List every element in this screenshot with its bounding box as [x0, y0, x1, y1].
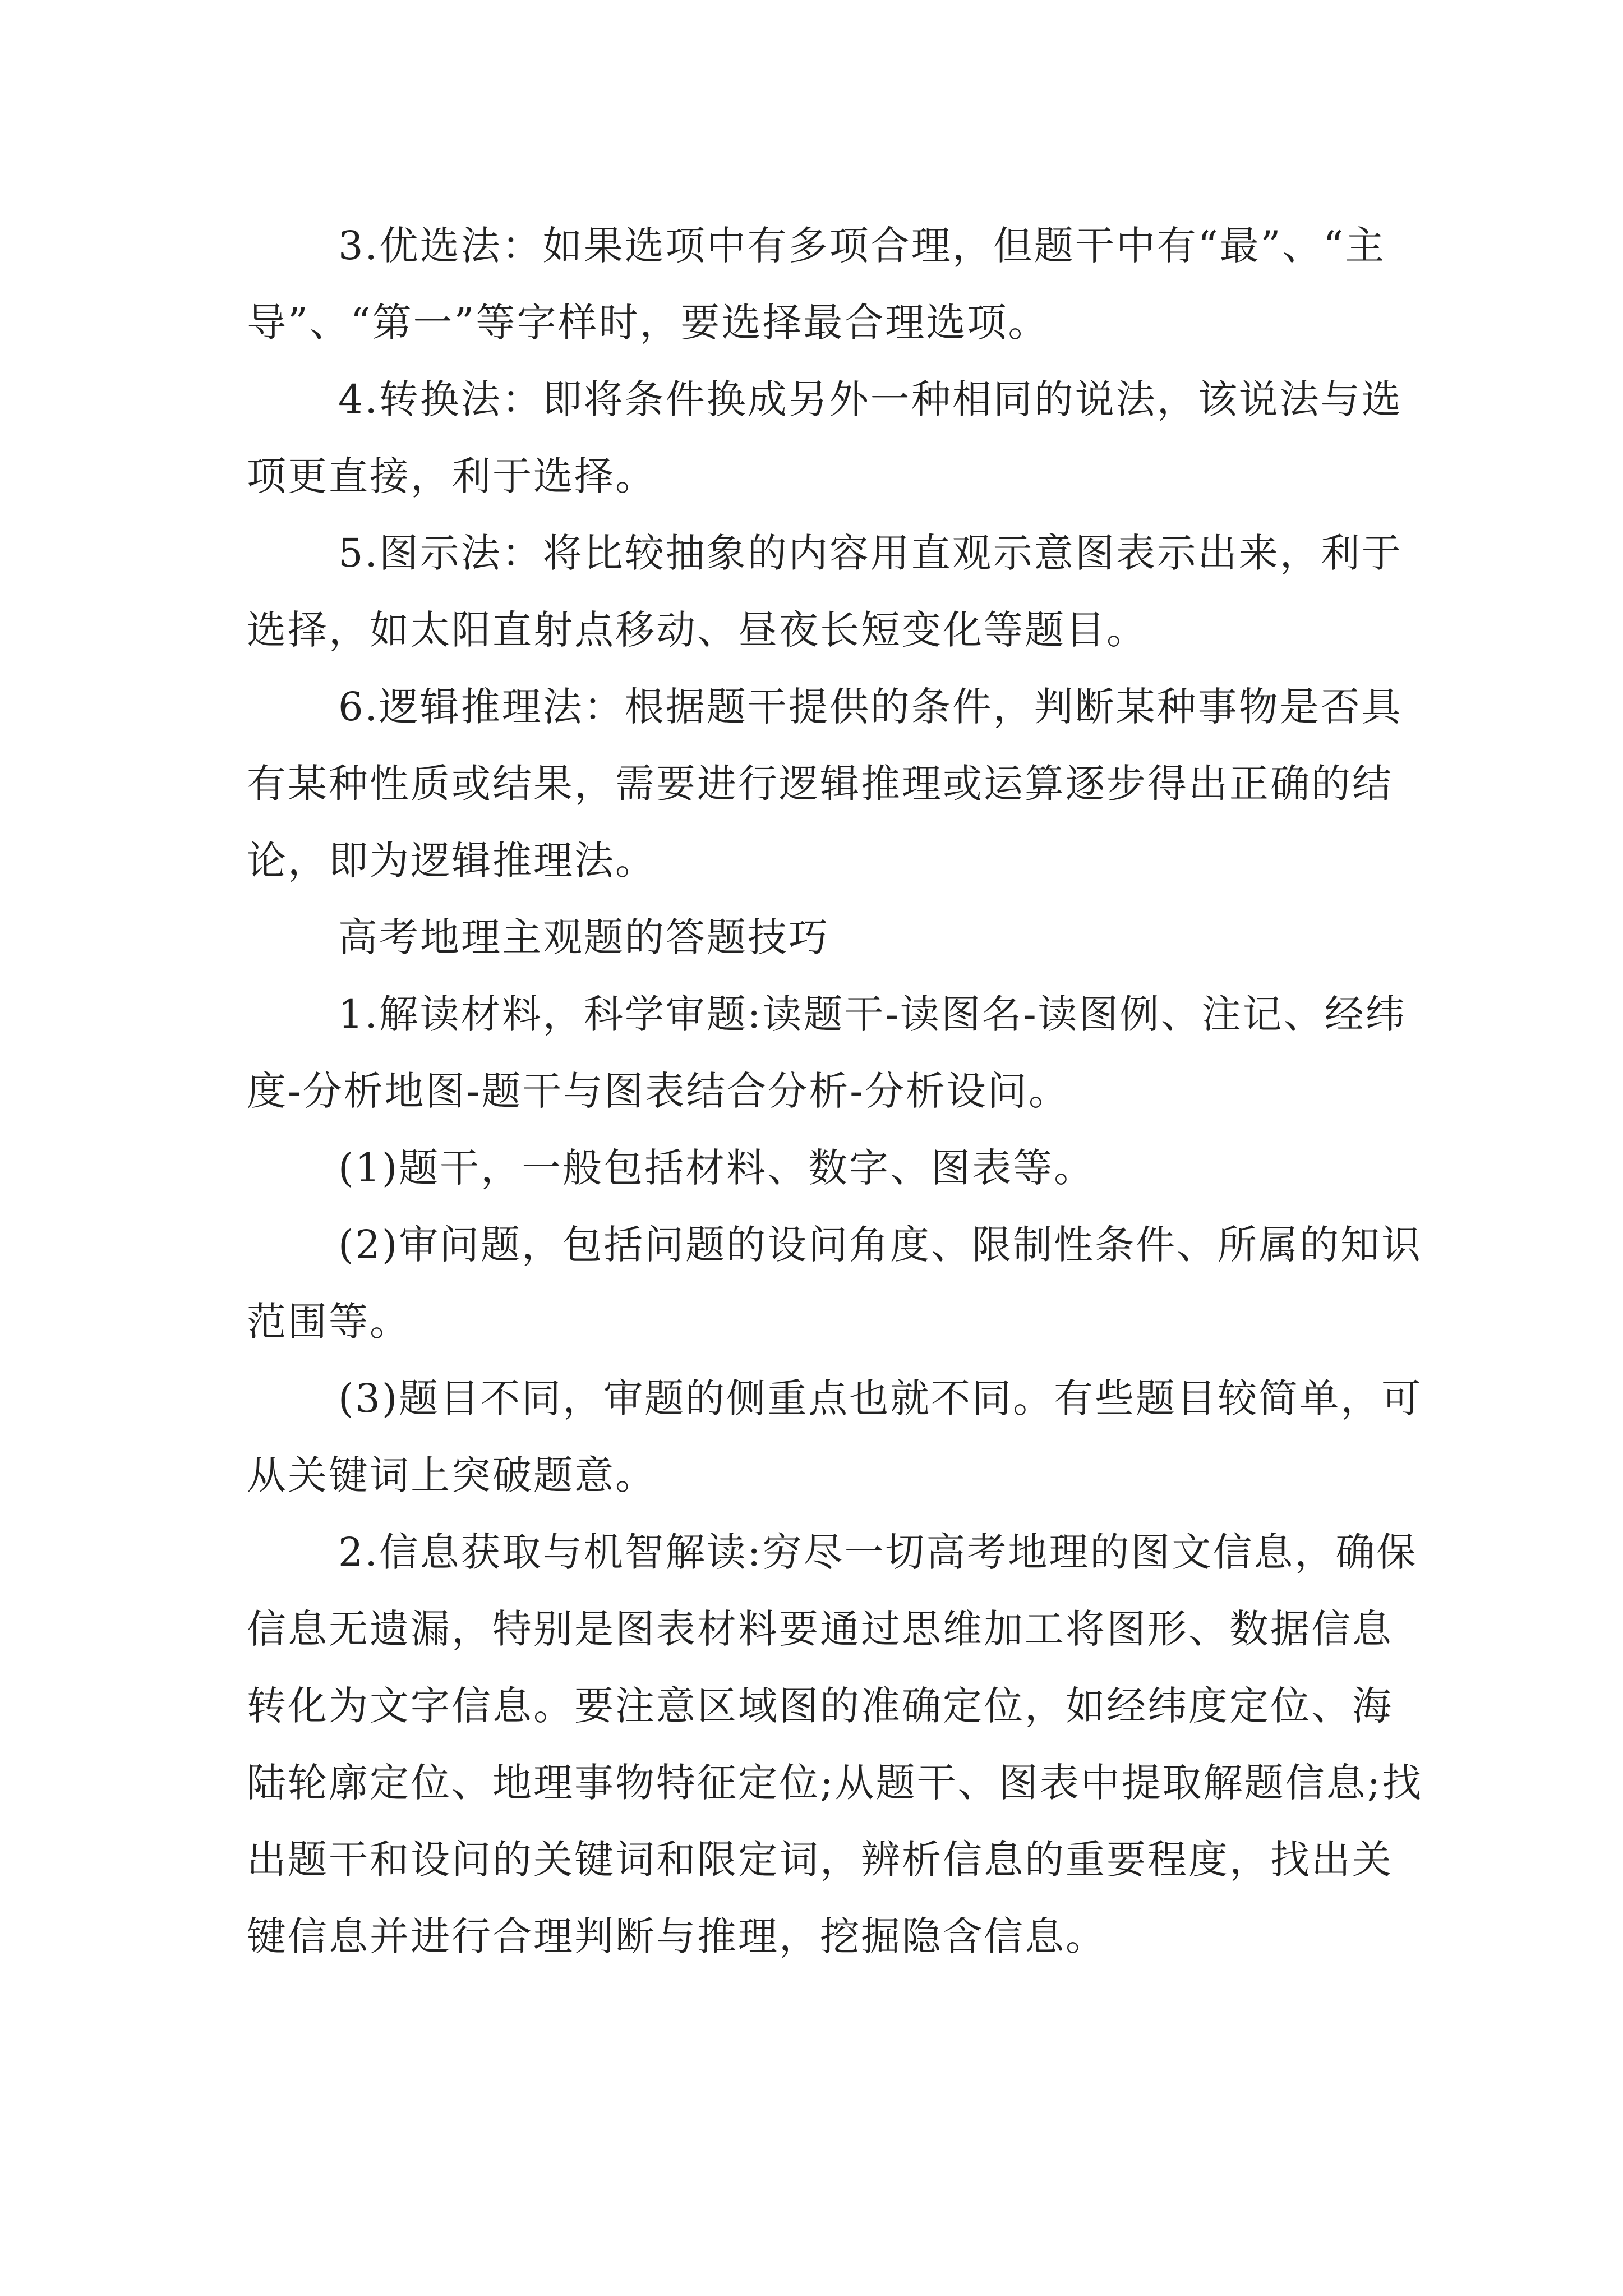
paragraph-step-1: 1.解读材料，科学审题:读题干-读图名-读图例、注记、经纬度-分析地图-题干与图表结合分析-分析设问。: [247, 991, 1407, 1114]
paragraph-substep-3: (3)题目不同，审题的侧重点也就不同。有些题目较简单，可从关键词上突破题意。: [247, 1375, 1423, 1498]
paragraph-method-6: 6.逻辑推理法：根据题干提供的条件，判断某种事物是否具有某种性质或结果，需要进行逻辑推理或运算逐步得出正确的结论，即为逻辑推理法。: [247, 684, 1403, 884]
paragraph-method-3: 3.优选法：如果选项中有多项合理，但题干中有“最”、“主导”、“第一”等字样时，要选择最合理选项。: [247, 223, 1386, 346]
paragraph-method-5: 5.图示法：将比较抽象的内容用直观示意图表示出来，利于选择，如太阳直射点移动、昼夜长短变化等题目。: [247, 530, 1403, 653]
paragraph-step-2: 2.信息获取与机智解读:穷尽一切高考地理的图文信息，确保信息无遗漏，特别是图表材料要通过思维加工将图形、数据信息转化为文字信息。要注意区域图的准确定位，如经纬度定位、海陆轮廓定位、地理事物特征定位;从题干、图表中提取解题信息;找出题干和设问的关键词和限定词，辨析信息的重要程度，找出关键信息并进行合理判断与推理，挖掘隐含信息。: [247, 1529, 1423, 1959]
paragraph-substep-1: (1)题干，一般包括材料、数字、图表等。: [338, 1145, 1095, 1191]
paragraph-substep-2: (2)审问题，包括问题的设问角度、限制性条件、所属的知识范围等。: [247, 1222, 1423, 1345]
section-heading: 高考地理主观题的答题技巧: [338, 914, 829, 960]
paragraph-method-4: 4.转换法：即将条件换成另外一种相同的说法，该说法与选项更直接，利于选择。: [247, 376, 1403, 499]
document-body: [247, 208, 1430, 1975]
